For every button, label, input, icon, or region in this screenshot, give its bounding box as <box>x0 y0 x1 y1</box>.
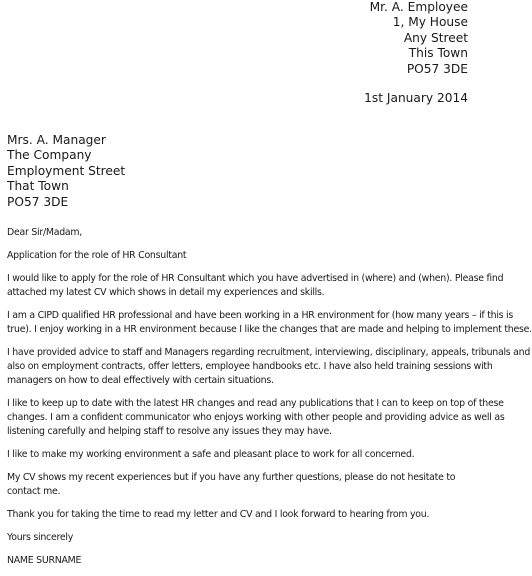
recipient-name: Mrs. A. Manager <box>7 133 106 147</box>
sender-name: Mr. A. Employee <box>369 0 468 14</box>
recipient-street: Employment Street <box>7 163 126 178</box>
paragraph-experience <box>7 346 531 388</box>
sender-town: This Town <box>408 46 468 61</box>
paragraph-line: I have provided advice to staff and Managers regarding recruitment, interviewing, disciplinary, appeals, tribunals and <box>7 346 531 358</box>
paragraph-application <box>7 272 504 300</box>
paragraph-line: listening carefully and helping staff to resolve any issues they may have. <box>7 426 332 438</box>
letter-date: 1st January 2014 <box>364 91 468 105</box>
recipient-town: That Town <box>7 179 69 194</box>
paragraph-contact: My CV shows my recent experiences but if you have any further questions, please do not hesitate to contact me. <box>7 471 456 497</box>
paragraph-line: I am a CIPD qualified HR professional and have been working in a HR environment for (how many years – if this is <box>7 309 514 321</box>
paragraph-environment: I like to make my working environment a safe and pleasant place to work for all concerned. <box>7 448 415 460</box>
subject-line: Application for the role of HR Consultant <box>7 249 187 261</box>
paragraph-line: true). I enjoy working in a HR environment because I like the changes that are made and helping to implement these. <box>7 323 532 335</box>
paragraph-skills <box>7 397 505 439</box>
signature-name: NAME SURNAME <box>7 554 82 566</box>
paragraph-thanks: Thank you for taking the time to read my letter and CV and I look forward to hearing from you. <box>7 508 430 520</box>
sender-address-line2: Any Street <box>403 30 468 45</box>
paragraph-qualification <box>7 309 532 337</box>
paragraph-line: attached my latest CV which shows in detail my experiences and skills. <box>7 286 325 298</box>
paragraph-line: managers on how to deal effectively with certain situations. <box>7 374 274 386</box>
letter-body <box>7 226 532 576</box>
sender-postcode: PO57 3DE <box>406 61 468 76</box>
recipient-address <box>7 133 125 210</box>
paragraph-line: I would like to apply for the role of HR Consultant which you have advertised in (where) and (when). Please find <box>7 272 504 284</box>
recipient-postcode: PO57 3DE <box>7 194 69 209</box>
recipient-company: The Company <box>7 148 92 163</box>
paragraph-line: changes. I am a confident communicator who enjoys working with other people and providing advice as well as <box>7 411 505 423</box>
closing: Yours sincerely <box>7 531 74 543</box>
sender-address-line1: 1, My House <box>392 15 468 30</box>
paragraph-line: also on employment contracts, offer letters, employee handbooks etc. I have also held training sessions with <box>7 360 493 372</box>
paragraph-line: I like to keep up to date with the latest HR changes and read any publications that I can to keep on top of these <box>7 397 504 409</box>
salutation: Dear Sir/Madam, <box>7 227 83 238</box>
sender-address <box>370 0 468 77</box>
